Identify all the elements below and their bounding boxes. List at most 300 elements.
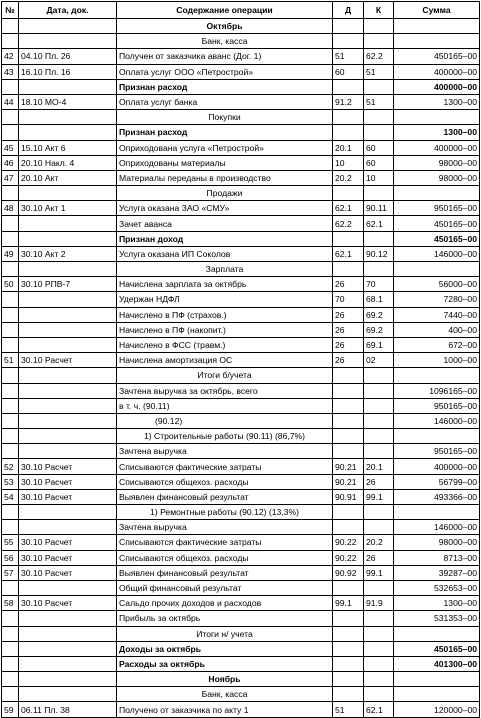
- date-cell: [19, 413, 117, 428]
- table-row: [2, 337, 480, 352]
- description-cell: Оплата услуг банка: [117, 94, 333, 109]
- table-row: [2, 520, 480, 535]
- sum-cell: 450165–00: [394, 49, 480, 64]
- number-cell: [2, 186, 19, 201]
- number-cell: [2, 672, 19, 687]
- debit-cell: 20.2: [333, 170, 364, 185]
- credit-cell: [364, 262, 394, 277]
- number-cell: 59: [2, 702, 19, 717]
- credit-cell: 69.2: [364, 322, 394, 337]
- date-cell: 16.10 Пл. 16: [19, 64, 117, 79]
- description-cell: Расходы за октябрь: [117, 656, 333, 671]
- description-cell: Зачтена выручка за октябрь, всего: [117, 383, 333, 398]
- section-title-row: [2, 429, 480, 444]
- number-cell: [2, 383, 19, 398]
- table-row: [2, 353, 480, 368]
- ledger-body: [2, 19, 480, 718]
- number-cell: 56: [2, 550, 19, 565]
- table-row: [2, 170, 480, 185]
- date-cell: [19, 125, 117, 140]
- table-row: [2, 474, 480, 489]
- number-cell: [2, 337, 19, 352]
- section-title-row: [2, 19, 480, 34]
- description-cell: Начислено в ПФ (страхов.): [117, 307, 333, 322]
- description-cell: Получено от заказчика по акту 1: [117, 702, 333, 717]
- debit-cell: 10: [333, 155, 364, 170]
- sum-cell: 531353–00: [394, 611, 480, 626]
- description-cell: Сальдо прочих доходов и расходов: [117, 596, 333, 611]
- sum-cell: 120000–00: [394, 702, 480, 717]
- number-cell: [2, 216, 19, 231]
- description-cell: Оприходована услуга «Петрострой»: [117, 140, 333, 155]
- date-cell: [19, 79, 117, 94]
- sum-cell: 7440–00: [394, 307, 480, 322]
- description-cell: Выявлен финансовый результат: [117, 489, 333, 504]
- date-cell: [19, 19, 117, 34]
- description-cell: Услуга оказана ИП Соколов: [117, 246, 333, 261]
- table-row: [2, 398, 480, 413]
- section-title-row: [2, 505, 480, 520]
- sum-cell: 1000–00: [394, 353, 480, 368]
- number-cell: [2, 641, 19, 656]
- description-cell: Удержан НДФЛ: [117, 292, 333, 307]
- table-row: [2, 413, 480, 428]
- date-cell: [19, 307, 117, 322]
- date-cell: 30.10 Акт 1: [19, 201, 117, 216]
- debit-cell: 90.22: [333, 550, 364, 565]
- section-title: Итоги н/ учета: [117, 626, 333, 641]
- credit-cell: [364, 110, 394, 125]
- date-cell: [19, 231, 117, 246]
- date-cell: [19, 110, 117, 125]
- debit-cell: 26: [333, 322, 364, 337]
- sum-cell: 8713–00: [394, 550, 480, 565]
- credit-cell: [364, 368, 394, 383]
- number-cell: [2, 398, 19, 413]
- credit-cell: 51: [364, 64, 394, 79]
- section-title: 1) Ремонтные работы (90.12) (13,3%): [117, 505, 333, 520]
- credit-cell: [364, 413, 394, 428]
- number-cell: 53: [2, 474, 19, 489]
- section-title: Итоги б/учета: [117, 368, 333, 383]
- debit-cell: [333, 656, 364, 671]
- debit-cell: 60: [333, 64, 364, 79]
- date-cell: [19, 611, 117, 626]
- total-sum: 1300–00: [394, 125, 480, 140]
- total-label: Признан расход: [117, 79, 333, 94]
- description-cell: Признан доход: [117, 231, 333, 246]
- debit-cell: [333, 505, 364, 520]
- number-cell: [2, 110, 19, 125]
- debit-cell: [333, 19, 364, 34]
- credit-cell: 68.1: [364, 292, 394, 307]
- header-row: [2, 2, 480, 19]
- credit-cell: 99.1: [364, 565, 394, 580]
- date-cell: [19, 368, 117, 383]
- sum-cell: 950165–00: [394, 398, 480, 413]
- table-row: [2, 307, 480, 322]
- debit-cell: 26: [333, 277, 364, 292]
- table-row: [2, 94, 480, 109]
- credit-cell: 10: [364, 170, 394, 185]
- sum-cell: [394, 19, 480, 34]
- credit-cell: 90.11: [364, 201, 394, 216]
- number-cell: [2, 19, 19, 34]
- sum-cell: [394, 34, 480, 49]
- header-credit: К: [364, 2, 394, 19]
- description-cell: Выявлен финансовый результат: [117, 565, 333, 580]
- date-cell: 30.10 Расчет: [19, 353, 117, 368]
- table-row: [2, 535, 480, 550]
- debit-cell: 20.1: [333, 140, 364, 155]
- date-cell: [19, 186, 117, 201]
- date-cell: [19, 520, 117, 535]
- number-cell: 57: [2, 565, 19, 580]
- sum-cell: 401300–00: [394, 656, 480, 671]
- table-row: [2, 641, 480, 656]
- number-cell: 50: [2, 277, 19, 292]
- credit-cell: 60: [364, 140, 394, 155]
- date-cell: [19, 505, 117, 520]
- sum-cell: 1300–00: [394, 94, 480, 109]
- debit-cell: [333, 580, 364, 595]
- sum-cell: 146000–00: [394, 413, 480, 428]
- date-cell: 30.10 Расчет: [19, 459, 117, 474]
- header-number: №: [2, 2, 19, 19]
- number-cell: [2, 505, 19, 520]
- section-title-row: [2, 687, 480, 702]
- description-cell: в т. ч. (90.11): [117, 398, 333, 413]
- date-cell: [19, 641, 117, 656]
- debit-cell: [333, 626, 364, 641]
- section-title-row: [2, 186, 480, 201]
- sum-cell: 450165–00: [394, 216, 480, 231]
- description-cell: Списываются общехоз. расходы: [117, 474, 333, 489]
- table-row: [2, 49, 480, 64]
- header-date: Дата, док.: [19, 2, 117, 19]
- description-cell: Услуга оказана ЗАО «СМУ»: [117, 201, 333, 216]
- number-cell: 49: [2, 246, 19, 261]
- number-cell: 42: [2, 49, 19, 64]
- debit-cell: 26: [333, 337, 364, 352]
- date-cell: [19, 656, 117, 671]
- debit-cell: 90.92: [333, 565, 364, 580]
- description-cell: Зачтена выручка: [117, 444, 333, 459]
- header-debit: Д: [333, 2, 364, 19]
- date-cell: 15.10 Акт 6: [19, 140, 117, 155]
- number-cell: 43: [2, 64, 19, 79]
- date-cell: 30.10 Расчет: [19, 535, 117, 550]
- debit-cell: [333, 34, 364, 49]
- sum-cell: 146000–00: [394, 520, 480, 535]
- sum-cell: [394, 626, 480, 641]
- sum-cell: 400000–00: [394, 64, 480, 79]
- sum-cell: 450165–00: [394, 641, 480, 656]
- date-cell: [19, 322, 117, 337]
- credit-cell: [364, 641, 394, 656]
- section-title: Банк, касса: [117, 687, 333, 702]
- table-row: [2, 216, 480, 231]
- description-cell: (90.12): [117, 413, 333, 428]
- description-cell: Списываются фактические затраты: [117, 459, 333, 474]
- credit-cell: 70: [364, 277, 394, 292]
- table-row: [2, 580, 480, 595]
- sum-cell: 950165–00: [394, 444, 480, 459]
- section-title-row: [2, 368, 480, 383]
- date-cell: 30.10 Расчет: [19, 489, 117, 504]
- number-cell: 46: [2, 155, 19, 170]
- section-title: 1) Строительные работы (90.11) (86,7%): [117, 429, 333, 444]
- sum-cell: 7280–00: [394, 292, 480, 307]
- credit-cell: [364, 505, 394, 520]
- sum-cell: 1096165–00: [394, 383, 480, 398]
- debit-cell: 90.21: [333, 459, 364, 474]
- debit-cell: [333, 125, 364, 140]
- table-row: [2, 64, 480, 79]
- date-cell: 30.10 Расчет: [19, 596, 117, 611]
- date-cell: [19, 429, 117, 444]
- debit-cell: [333, 262, 364, 277]
- credit-cell: 51: [364, 94, 394, 109]
- date-cell: [19, 398, 117, 413]
- table-row: [2, 201, 480, 216]
- total-row: [2, 125, 480, 140]
- date-cell: [19, 580, 117, 595]
- description-cell: Общий финансовый результат: [117, 580, 333, 595]
- credit-cell: 62.2: [364, 49, 394, 64]
- date-cell: 30.10 РПВ-7: [19, 277, 117, 292]
- debit-cell: [333, 186, 364, 201]
- number-cell: 58: [2, 596, 19, 611]
- credit-cell: 20.2: [364, 535, 394, 550]
- description-cell: Получен от заказчика аванс (Дог. 1): [117, 49, 333, 64]
- description-cell: Зачет аванса: [117, 216, 333, 231]
- header-description: Содержание операции: [117, 2, 333, 19]
- section-title: Покупки: [117, 110, 333, 125]
- debit-cell: [333, 520, 364, 535]
- credit-cell: [364, 656, 394, 671]
- credit-cell: [364, 611, 394, 626]
- section-title-row: [2, 110, 480, 125]
- debit-cell: 70: [333, 292, 364, 307]
- credit-cell: 20.1: [364, 459, 394, 474]
- table-row: [2, 155, 480, 170]
- sum-cell: 98000–00: [394, 155, 480, 170]
- sum-cell: 98000–00: [394, 170, 480, 185]
- debit-cell: 51: [333, 49, 364, 64]
- debit-cell: [333, 368, 364, 383]
- table-row: [2, 565, 480, 580]
- table-row: [2, 444, 480, 459]
- sum-cell: 493366–00: [394, 489, 480, 504]
- date-cell: [19, 34, 117, 49]
- table-row: [2, 277, 480, 292]
- date-cell: [19, 444, 117, 459]
- debit-cell: [333, 444, 364, 459]
- sum-cell: 450165–00: [394, 231, 480, 246]
- date-cell: [19, 672, 117, 687]
- date-cell: 30.10 Акт 2: [19, 246, 117, 261]
- number-cell: [2, 429, 19, 444]
- credit-cell: [364, 672, 394, 687]
- credit-cell: [364, 687, 394, 702]
- number-cell: 55: [2, 535, 19, 550]
- sum-cell: [394, 368, 480, 383]
- table-row: [2, 459, 480, 474]
- date-cell: [19, 383, 117, 398]
- debit-cell: [333, 429, 364, 444]
- sum-cell: [394, 429, 480, 444]
- number-cell: [2, 79, 19, 94]
- table-row: [2, 246, 480, 261]
- description-cell: Списываются общехоз. расходы: [117, 550, 333, 565]
- total-row: [2, 79, 480, 94]
- sum-cell: [394, 672, 480, 687]
- debit-cell: 62.1: [333, 201, 364, 216]
- sum-cell: 1300–00: [394, 596, 480, 611]
- sum-cell: 98000–00: [394, 535, 480, 550]
- description-cell: Доходы за октябрь: [117, 641, 333, 656]
- table-row: [2, 383, 480, 398]
- date-cell: 20.10 Акт: [19, 170, 117, 185]
- table-row: [2, 596, 480, 611]
- debit-cell: [333, 383, 364, 398]
- credit-cell: [364, 186, 394, 201]
- number-cell: [2, 307, 19, 322]
- credit-cell: [364, 231, 394, 246]
- debit-cell: 26: [333, 307, 364, 322]
- number-cell: 47: [2, 170, 19, 185]
- section-title: Зарплата: [117, 262, 333, 277]
- sum-cell: 400–00: [394, 322, 480, 337]
- description-cell: Зачтена выручка: [117, 520, 333, 535]
- date-cell: [19, 626, 117, 641]
- credit-cell: 62.1: [364, 216, 394, 231]
- date-cell: [19, 262, 117, 277]
- number-cell: 51: [2, 353, 19, 368]
- total-label: Признан расход: [117, 125, 333, 140]
- credit-cell: 91.9: [364, 596, 394, 611]
- sum-cell: [394, 687, 480, 702]
- date-cell: 04.10 Пл. 26: [19, 49, 117, 64]
- number-cell: [2, 656, 19, 671]
- date-cell: 18.10 МО-4: [19, 94, 117, 109]
- description-cell: Начислена зарплата за октябрь: [117, 277, 333, 292]
- debit-cell: [333, 231, 364, 246]
- number-cell: [2, 580, 19, 595]
- table-row: [2, 322, 480, 337]
- description-cell: Материалы переданы в производство: [117, 170, 333, 185]
- description-cell: Начислено в ФСС (травм.): [117, 337, 333, 352]
- credit-cell: 26: [364, 550, 394, 565]
- debit-cell: 91.2: [333, 94, 364, 109]
- date-cell: [19, 337, 117, 352]
- debit-cell: 90.91: [333, 489, 364, 504]
- credit-cell: 90.12: [364, 246, 394, 261]
- debit-cell: [333, 79, 364, 94]
- number-cell: [2, 687, 19, 702]
- credit-cell: [364, 626, 394, 641]
- section-title: Ноябрь: [117, 672, 333, 687]
- credit-cell: 99.1: [364, 489, 394, 504]
- sum-cell: 146000–00: [394, 246, 480, 261]
- number-cell: [2, 626, 19, 641]
- date-cell: [19, 216, 117, 231]
- debit-cell: [333, 611, 364, 626]
- section-title-row: [2, 262, 480, 277]
- debit-cell: 99.1: [333, 596, 364, 611]
- table-row: [2, 702, 480, 717]
- date-cell: 20.10 Накл. 4: [19, 155, 117, 170]
- debit-cell: 26: [333, 353, 364, 368]
- description-cell: Начислена амортизация ОС: [117, 353, 333, 368]
- credit-cell: [364, 19, 394, 34]
- sum-cell: 532653–00: [394, 580, 480, 595]
- table-row: [2, 550, 480, 565]
- total-sum: 400000–00: [394, 79, 480, 94]
- table-row: [2, 231, 480, 246]
- description-cell: Начислено в ПФ (накопит.): [117, 322, 333, 337]
- number-cell: 54: [2, 489, 19, 504]
- debit-cell: [333, 398, 364, 413]
- date-cell: [19, 687, 117, 702]
- date-cell: 30.10 Расчет: [19, 565, 117, 580]
- credit-cell: [364, 520, 394, 535]
- sum-cell: 56000–00: [394, 277, 480, 292]
- date-cell: 30.10 Расчет: [19, 474, 117, 489]
- sum-cell: [394, 110, 480, 125]
- sum-cell: 56799–00: [394, 474, 480, 489]
- credit-cell: [364, 34, 394, 49]
- number-cell: [2, 231, 19, 246]
- number-cell: 48: [2, 201, 19, 216]
- section-title-row: [2, 34, 480, 49]
- section-title: Банк, касса: [117, 34, 333, 49]
- date-cell: 30.10 Расчет: [19, 550, 117, 565]
- sum-cell: [394, 262, 480, 277]
- date-cell: 06.11 Пл. 38: [19, 702, 117, 717]
- number-cell: [2, 125, 19, 140]
- number-cell: [2, 413, 19, 428]
- sum-cell: [394, 505, 480, 520]
- table-row: [2, 140, 480, 155]
- description-cell: Прибыль за октябрь: [117, 611, 333, 626]
- credit-cell: 26: [364, 474, 394, 489]
- debit-cell: 90.21: [333, 474, 364, 489]
- number-cell: [2, 444, 19, 459]
- debit-cell: [333, 641, 364, 656]
- sum-cell: 39287–00: [394, 565, 480, 580]
- description-cell: Оприходованы материалы: [117, 155, 333, 170]
- number-cell: 45: [2, 140, 19, 155]
- number-cell: 44: [2, 94, 19, 109]
- debit-cell: 90.22: [333, 535, 364, 550]
- number-cell: [2, 520, 19, 535]
- credit-cell: 62.1: [364, 702, 394, 717]
- number-cell: [2, 322, 19, 337]
- header-sum: Сумма: [394, 2, 480, 19]
- ledger-table: [1, 1, 480, 718]
- debit-cell: 62.1: [333, 246, 364, 261]
- credit-cell: 02: [364, 353, 394, 368]
- credit-cell: [364, 79, 394, 94]
- number-cell: [2, 292, 19, 307]
- debit-cell: [333, 110, 364, 125]
- credit-cell: 69.1: [364, 337, 394, 352]
- section-title: Октябрь: [117, 19, 333, 34]
- table-row: [2, 489, 480, 504]
- debit-cell: [333, 413, 364, 428]
